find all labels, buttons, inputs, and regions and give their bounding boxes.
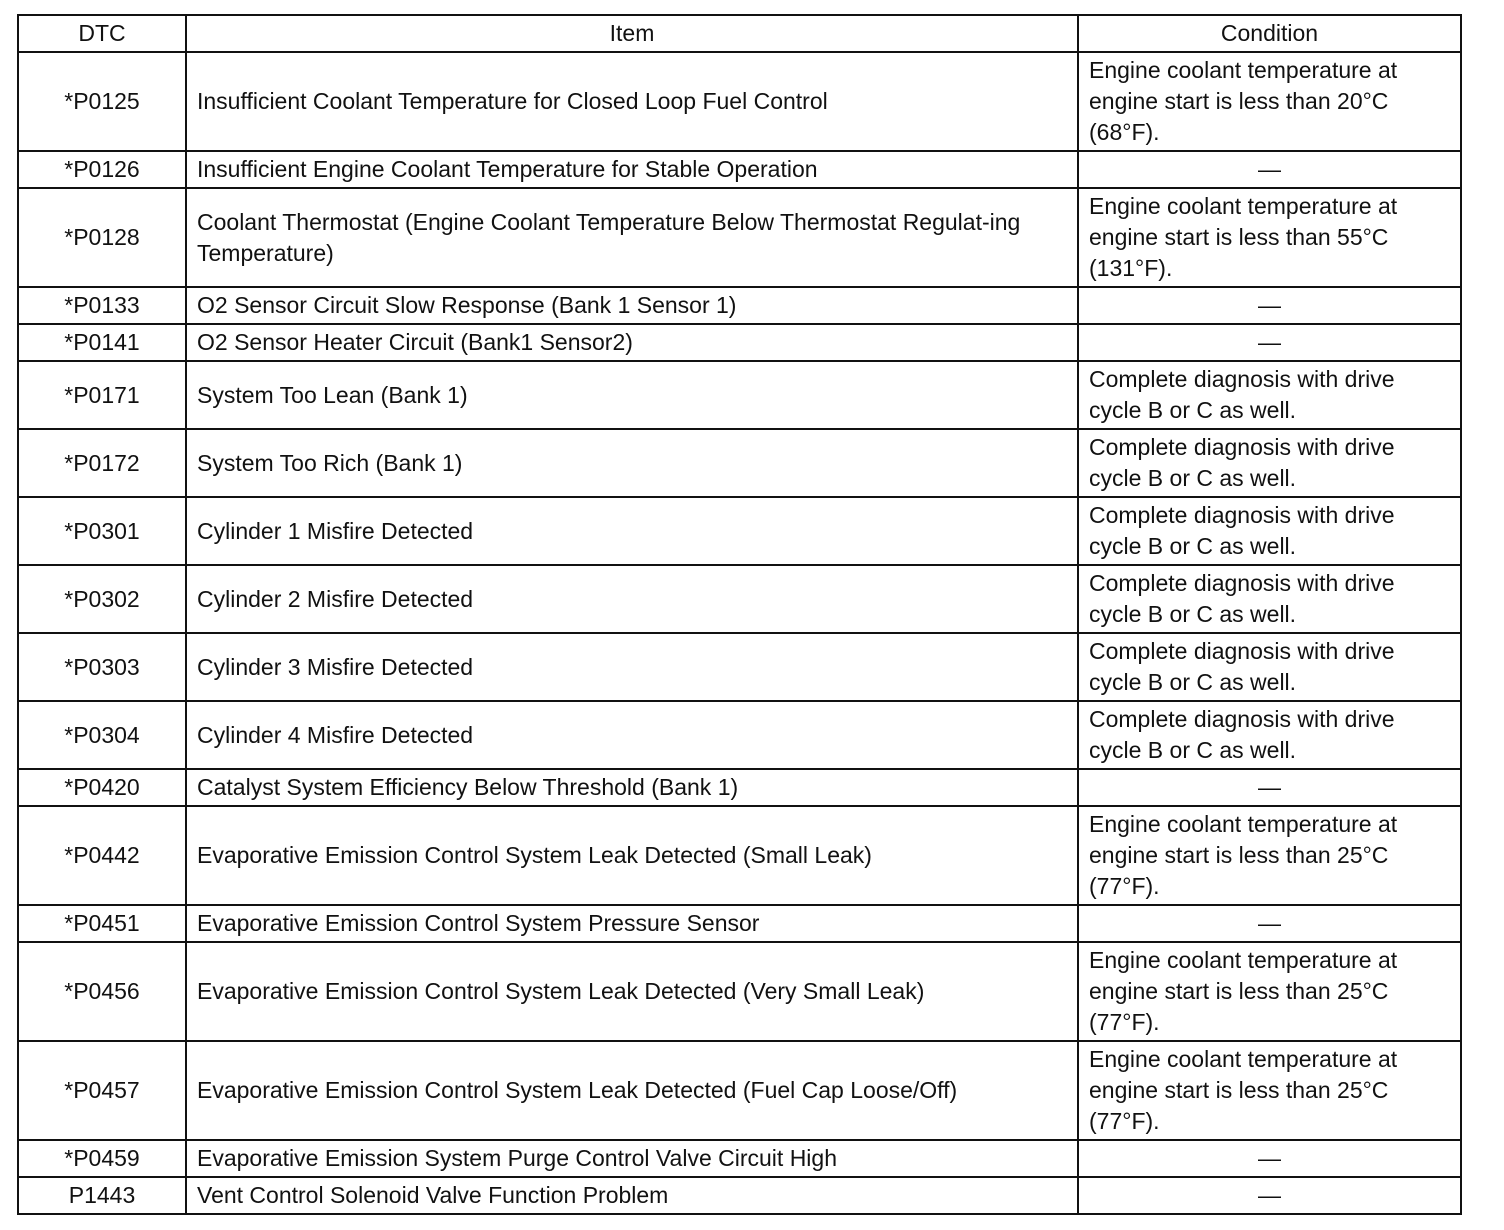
condition-cell: — bbox=[1078, 769, 1461, 806]
dtc-code-cell: *P0303 bbox=[18, 633, 186, 701]
condition-cell: Engine coolant temperature at engine start is less than 20°C (68°F). bbox=[1078, 52, 1461, 151]
dtc-code-cell: *P0457 bbox=[18, 1041, 186, 1140]
table-row bbox=[18, 701, 1461, 769]
item-cell: O2 Sensor Circuit Slow Response (Bank 1 Sensor 1) bbox=[186, 287, 1078, 324]
item-cell: O2 Sensor Heater Circuit (Bank1 Sensor2) bbox=[186, 324, 1078, 361]
item-cell: Evaporative Emission Control System Pressure Sensor bbox=[186, 905, 1078, 942]
condition-cell: Engine coolant temperature at engine start is less than 55°C (131°F). bbox=[1078, 188, 1461, 287]
item-cell: Insufficient Engine Coolant Temperature for Stable Operation bbox=[186, 151, 1078, 188]
table-row bbox=[18, 1140, 1461, 1177]
item-cell: System Too Lean (Bank 1) bbox=[186, 361, 1078, 429]
condition-cell: Complete diagnosis with drive cycle B or C as well. bbox=[1078, 497, 1461, 565]
table-row bbox=[18, 188, 1461, 287]
table-row bbox=[18, 287, 1461, 324]
table-header-row bbox=[18, 15, 1461, 52]
dtc-code-cell: *P0125 bbox=[18, 52, 186, 151]
condition-cell: — bbox=[1078, 1177, 1461, 1214]
condition-cell: — bbox=[1078, 1140, 1461, 1177]
table-row bbox=[18, 769, 1461, 806]
condition-cell: Complete diagnosis with drive cycle B or C as well. bbox=[1078, 429, 1461, 497]
dtc-code-cell: *P0301 bbox=[18, 497, 186, 565]
item-cell: Cylinder 1 Misfire Detected bbox=[186, 497, 1078, 565]
item-cell: Vent Control Solenoid Valve Function Problem bbox=[186, 1177, 1078, 1214]
condition-cell: Engine coolant temperature at engine start is less than 25°C (77°F). bbox=[1078, 942, 1461, 1041]
table-row bbox=[18, 361, 1461, 429]
table-row bbox=[18, 497, 1461, 565]
dtc-code-cell: *P0451 bbox=[18, 905, 186, 942]
table-row bbox=[18, 324, 1461, 361]
dtc-code-cell: *P0304 bbox=[18, 701, 186, 769]
condition-cell: — bbox=[1078, 324, 1461, 361]
dtc-code-cell: *P0456 bbox=[18, 942, 186, 1041]
dtc-code-cell: *P0141 bbox=[18, 324, 186, 361]
item-cell: Evaporative Emission System Purge Control Valve Circuit High bbox=[186, 1140, 1078, 1177]
item-cell: Evaporative Emission Control System Leak Detected (Small Leak) bbox=[186, 806, 1078, 905]
table-row bbox=[18, 942, 1461, 1041]
dtc-table bbox=[17, 14, 1462, 1215]
dtc-code-cell: *P0126 bbox=[18, 151, 186, 188]
item-cell: Catalyst System Efficiency Below Threshold (Bank 1) bbox=[186, 769, 1078, 806]
header-dtc: DTC bbox=[18, 15, 186, 52]
dtc-code-cell: P1443 bbox=[18, 1177, 186, 1214]
condition-cell: — bbox=[1078, 905, 1461, 942]
table-row bbox=[18, 633, 1461, 701]
condition-cell: Engine coolant temperature at engine start is less than 25°C (77°F). bbox=[1078, 1041, 1461, 1140]
table-row bbox=[18, 1177, 1461, 1214]
dtc-code-cell: *P0459 bbox=[18, 1140, 186, 1177]
dtc-code-cell: *P0420 bbox=[18, 769, 186, 806]
item-cell: Coolant Thermostat (Engine Coolant Temperature Below Thermostat Regulat-ing Temperature) bbox=[186, 188, 1078, 287]
condition-cell: — bbox=[1078, 151, 1461, 188]
condition-cell: Complete diagnosis with drive cycle B or C as well. bbox=[1078, 565, 1461, 633]
header-item: Item bbox=[186, 15, 1078, 52]
item-cell: Cylinder 4 Misfire Detected bbox=[186, 701, 1078, 769]
item-cell: System Too Rich (Bank 1) bbox=[186, 429, 1078, 497]
table-row bbox=[18, 1041, 1461, 1140]
table-row bbox=[18, 429, 1461, 497]
item-cell: Evaporative Emission Control System Leak Detected (Fuel Cap Loose/Off) bbox=[186, 1041, 1078, 1140]
table-row bbox=[18, 565, 1461, 633]
item-cell: Insufficient Coolant Temperature for Closed Loop Fuel Control bbox=[186, 52, 1078, 151]
header-condition: Condition bbox=[1078, 15, 1461, 52]
dtc-code-cell: *P0302 bbox=[18, 565, 186, 633]
table-row bbox=[18, 151, 1461, 188]
condition-cell: Complete diagnosis with drive cycle B or C as well. bbox=[1078, 633, 1461, 701]
table-row bbox=[18, 806, 1461, 905]
dtc-code-cell: *P0442 bbox=[18, 806, 186, 905]
dtc-code-cell: *P0128 bbox=[18, 188, 186, 287]
item-cell: Cylinder 2 Misfire Detected bbox=[186, 565, 1078, 633]
condition-cell: Complete diagnosis with drive cycle B or C as well. bbox=[1078, 701, 1461, 769]
table-row bbox=[18, 905, 1461, 942]
dtc-code-cell: *P0171 bbox=[18, 361, 186, 429]
table-row bbox=[18, 52, 1461, 151]
item-cell: Evaporative Emission Control System Leak Detected (Very Small Leak) bbox=[186, 942, 1078, 1041]
item-cell: Cylinder 3 Misfire Detected bbox=[186, 633, 1078, 701]
condition-cell: Complete diagnosis with drive cycle B or C as well. bbox=[1078, 361, 1461, 429]
dtc-code-cell: *P0172 bbox=[18, 429, 186, 497]
condition-cell: Engine coolant temperature at engine start is less than 25°C (77°F). bbox=[1078, 806, 1461, 905]
condition-cell: — bbox=[1078, 287, 1461, 324]
dtc-code-cell: *P0133 bbox=[18, 287, 186, 324]
